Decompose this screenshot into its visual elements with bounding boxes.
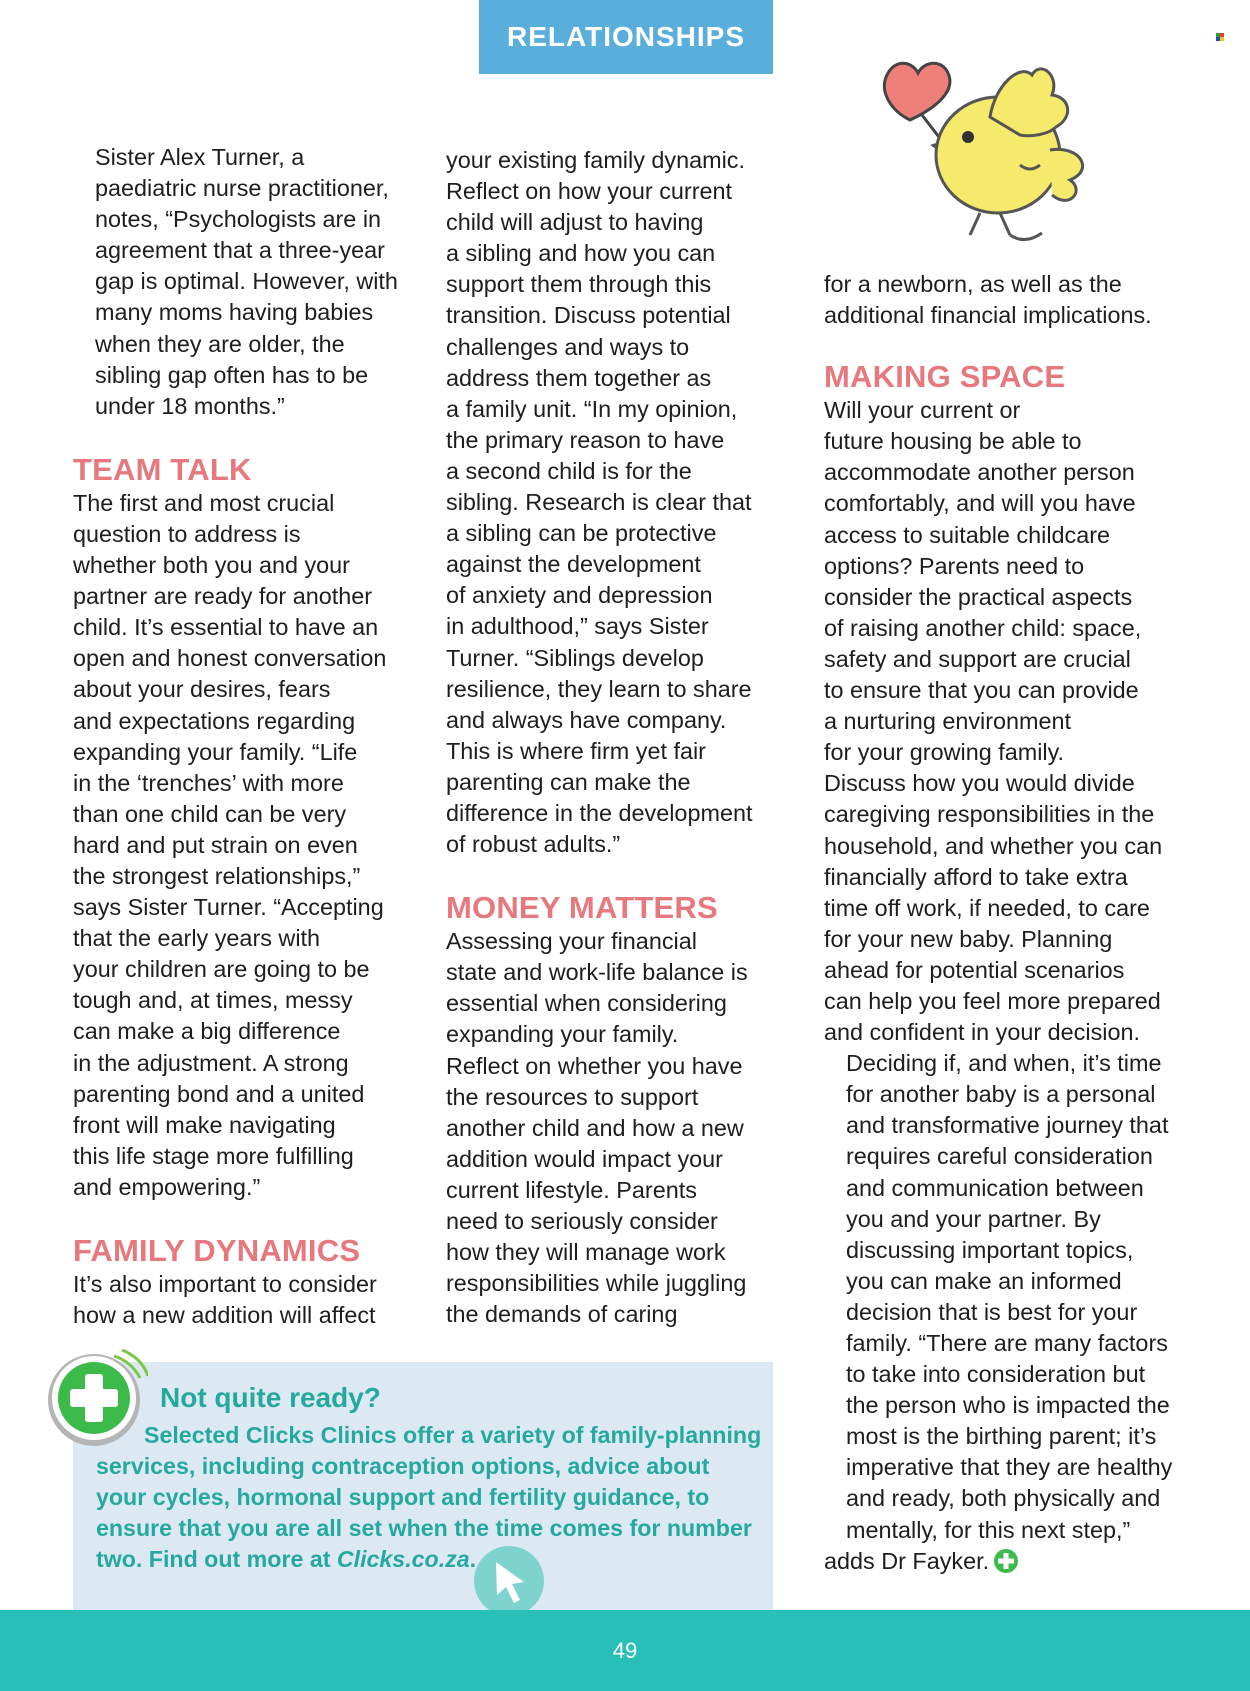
text-line: safety and support are crucial xyxy=(824,645,1131,672)
text-line: this life stage more fulfilling xyxy=(73,1142,354,1169)
page-footer xyxy=(0,1610,1250,1691)
text-line: most is the birthing parent; it’s xyxy=(846,1423,1157,1450)
text-line: comfortably, and will you have xyxy=(824,490,1136,517)
corner-mark xyxy=(1216,33,1224,41)
text-line: It’s also important to consider xyxy=(73,1271,377,1297)
text-line: imperative that they are healthy xyxy=(846,1454,1173,1481)
text-line: whether both you and your xyxy=(73,552,350,579)
text-line: difference in the development xyxy=(446,799,753,826)
text-line: can help you feel more prepared xyxy=(824,987,1161,1014)
callout-title: Not quite ready? xyxy=(160,1382,381,1413)
intro-paragraph xyxy=(73,142,409,422)
callout-last-prefix: two. Find out more at xyxy=(96,1546,337,1573)
text-line: family. “There are many factors xyxy=(846,1330,1168,1356)
column-2 xyxy=(446,145,782,1330)
text-line: requires careful consideration xyxy=(846,1143,1153,1170)
text-line: under 18 months.” xyxy=(95,392,285,419)
text-line: about your desires, fears xyxy=(73,676,331,703)
end-plus-icon xyxy=(993,1548,1019,1574)
heading-team-talk: TEAM TALK xyxy=(73,451,252,487)
text-line: tough and, at times, messy xyxy=(73,987,353,1014)
text-line: responsibilities while juggling xyxy=(446,1270,747,1297)
text-line: notes, “Psychologists are in xyxy=(95,206,382,233)
callout-line: Selected Clicks Clinics offer a variety of family-planning xyxy=(144,1422,762,1448)
heading-family-dynamics: FAMILY DYNAMICS xyxy=(73,1233,361,1268)
text-line: paediatric nurse practitioner, xyxy=(95,175,389,202)
text-line: challenges and ways to xyxy=(446,333,690,360)
text-line: in the ‘trenches’ with more xyxy=(73,769,344,796)
text-line: and expectations regarding xyxy=(73,707,356,734)
text-line: Reflect on whether you have xyxy=(446,1052,743,1079)
making-space-paragraph xyxy=(824,395,1180,1048)
callout-last-suffix: . xyxy=(469,1546,477,1573)
text-line: address them together as xyxy=(446,364,712,391)
callout-line: services, including contraception options, advice about xyxy=(96,1453,710,1480)
text-line: hard and put strain on even xyxy=(73,831,358,858)
text-line: the strongest relationships,” xyxy=(73,862,361,889)
text-line: The first and most crucial xyxy=(73,489,335,516)
text-line: a family unit. “In my opinion, xyxy=(446,395,738,422)
text-line: financially afford to take extra xyxy=(824,863,1128,890)
text-line: to ensure that you can provide xyxy=(824,677,1139,704)
money-matters-continued xyxy=(824,269,1180,331)
text-line: open and honest conversation xyxy=(73,645,387,672)
heart-bird-illustration xyxy=(870,45,1100,250)
text-line: Deciding if, and when, it’s time xyxy=(846,1050,1162,1077)
text-line: and empowering.” xyxy=(73,1173,261,1200)
text-line: support them through this xyxy=(446,271,712,298)
text-line: discussing important topics, xyxy=(846,1236,1134,1263)
text-line: time off work, if needed, to care xyxy=(824,894,1150,921)
text-line: sibling. Research is clear that xyxy=(446,489,752,516)
closing-paragraph xyxy=(824,1048,1180,1577)
text-line: consider the practical aspects xyxy=(824,583,1133,610)
text-line: parenting bond and a united xyxy=(73,1080,365,1107)
text-line: you and your partner. By xyxy=(846,1205,1101,1232)
text-line: household, and whether you can xyxy=(824,832,1163,859)
text-line: of raising another child: space, xyxy=(824,614,1142,641)
team-talk-paragraph xyxy=(73,488,409,1203)
text-line: the primary reason to have xyxy=(446,426,725,453)
text-line: in adulthood,” says Sister xyxy=(446,613,709,640)
text-line: the resources to support xyxy=(446,1083,699,1110)
family-dynamics-paragraph xyxy=(73,1269,409,1331)
column-1 xyxy=(73,142,409,1331)
closing-last-text: adds Dr Fayker. xyxy=(824,1547,990,1574)
text-line: that the early years with xyxy=(73,925,321,952)
clicks-link[interactable]: Clicks.co.za xyxy=(336,1546,470,1573)
text-line: essential when considering xyxy=(446,990,727,1017)
heading-money-matters: MONEY MATTERS xyxy=(446,890,718,926)
text-line: current lifestyle. Parents xyxy=(446,1176,697,1203)
text-line: against the development xyxy=(446,551,701,578)
callout-line: ensure that you are all set when the time comes for number xyxy=(96,1515,752,1542)
text-line: to take into consideration but xyxy=(846,1361,1146,1388)
text-line: for your new baby. Planning xyxy=(824,925,1113,952)
text-line: child will adjust to having xyxy=(446,209,704,236)
money-matters-paragraph xyxy=(446,926,782,1330)
text-line: and ready, both physically and xyxy=(846,1485,1161,1512)
text-line: Sister Alex Turner, a xyxy=(95,144,305,170)
text-line: additional financial implications. xyxy=(824,302,1152,329)
text-line: Assessing your financial xyxy=(446,928,697,955)
callout-body xyxy=(96,1420,776,1575)
text-line: caregiving responsibilities in the xyxy=(824,801,1155,828)
text-line: you can make an informed xyxy=(846,1267,1122,1294)
text-line: This is where firm yet fair xyxy=(446,737,706,764)
text-line: child. It’s essential to have an xyxy=(73,614,379,641)
text-line: resilience, they learn to share xyxy=(446,675,752,702)
text-line: and transformative journey that xyxy=(846,1112,1169,1139)
text-line: a nurturing environment xyxy=(824,708,1072,735)
text-line: Reflect on how your current xyxy=(446,178,733,205)
text-line: Discuss how you would divide xyxy=(824,770,1135,797)
text-line: a sibling can be protective xyxy=(446,520,717,547)
text-line: your children are going to be xyxy=(73,956,370,983)
text-line: and communication between xyxy=(846,1174,1144,1201)
text-line: gap is optimal. However, with xyxy=(95,268,398,295)
text-line: and always have company. xyxy=(446,706,727,733)
text-line: options? Parents need to xyxy=(824,552,1085,579)
text-line: a sibling and how you can xyxy=(446,240,716,267)
text-line: how a new addition will affect xyxy=(73,1302,376,1329)
text-line: mentally, for this next step,” xyxy=(846,1516,1131,1543)
text-line: expanding your family. “Life xyxy=(73,738,358,765)
text-line: and confident in your decision. xyxy=(824,1019,1140,1046)
text-line: another child and how a new xyxy=(446,1114,744,1141)
callout-line xyxy=(96,1544,776,1575)
text-line: for another baby is a personal xyxy=(846,1081,1156,1108)
text-line: front will make navigating xyxy=(73,1111,336,1138)
text-line: parenting can make the xyxy=(446,768,691,795)
text-line: need to seriously consider xyxy=(446,1208,718,1234)
heading-making-space: MAKING SPACE xyxy=(824,359,1066,395)
text-line: ahead for potential scenarios xyxy=(824,956,1125,983)
text-line: in the adjustment. A strong xyxy=(73,1049,349,1076)
text-line: the person who is impacted the xyxy=(846,1392,1170,1419)
text-line: state and work-life balance is xyxy=(446,959,748,986)
text-line: future housing be able to xyxy=(824,428,1082,455)
text-line: for your growing family. xyxy=(824,739,1065,766)
text-line: says Sister Turner. “Accepting xyxy=(73,894,384,921)
text-line: partner are ready for another xyxy=(73,583,373,610)
callout-line: your cycles, hormonal support and fertility guidance, to xyxy=(96,1484,710,1511)
text-line: Turner. “Siblings develop xyxy=(446,644,704,671)
text-line: decision that is best for your xyxy=(846,1298,1138,1325)
text-line: accommodate another person xyxy=(824,459,1135,486)
text-line: addition would impact your xyxy=(446,1145,723,1172)
text-line xyxy=(824,1546,1180,1577)
text-line: many moms having babies xyxy=(95,299,374,326)
text-line: how they will manage work xyxy=(446,1239,726,1266)
text-line: your existing family dynamic. xyxy=(446,147,745,173)
page-number: 49 xyxy=(612,1637,638,1663)
text-line: sibling gap often has to be xyxy=(95,361,369,388)
text-line: can make a big difference xyxy=(73,1018,341,1045)
text-line: than one child can be very xyxy=(73,800,347,827)
family-dynamics-continued xyxy=(446,145,782,860)
section-label: RELATIONSHIPS xyxy=(506,21,746,52)
text-line: question to address is xyxy=(73,520,301,547)
text-line: access to suitable childcare xyxy=(824,521,1111,548)
text-line: transition. Discuss potential xyxy=(446,302,731,329)
text-line: of anxiety and depression xyxy=(446,582,713,609)
text-line: expanding your family. xyxy=(446,1021,679,1048)
text-line: of robust adults.” xyxy=(446,831,621,858)
cursor-icon xyxy=(474,1546,544,1616)
text-line: when they are older, the xyxy=(95,330,345,357)
text-line: the demands of caring xyxy=(446,1301,678,1328)
text-line: agreement that a three-year xyxy=(95,237,385,264)
section-tab xyxy=(479,0,773,74)
column-3 xyxy=(824,269,1180,1577)
text-line: Will your current or xyxy=(824,397,1021,424)
text-line: a second child is for the xyxy=(446,457,692,484)
text-line: for a newborn, as well as the xyxy=(824,271,1122,297)
